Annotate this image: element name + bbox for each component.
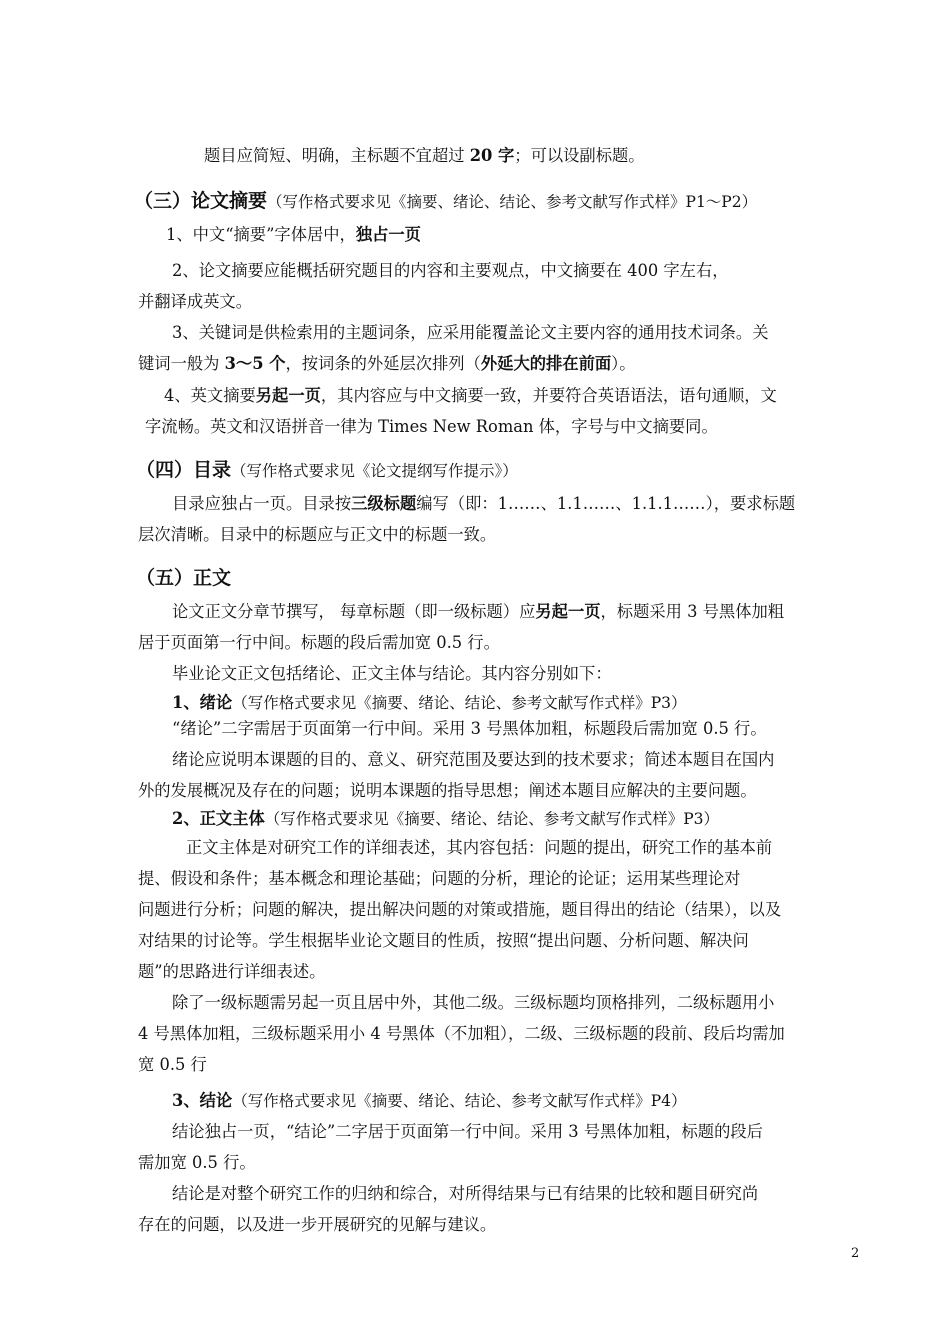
body-paragraph-2: 毕业论文正文包括绪论、正文主体与结论。其内容分别如下： xyxy=(172,664,612,683)
subsection-1-heading: 1、绪论（写作格式要求见《摘要、绪论、结论、参考文献写作式样》P3） xyxy=(172,693,687,712)
abstract-item-2-line2: 并翻译成英文。 xyxy=(138,292,252,311)
intro-paragraph-2-line1: 绪论应说明本课题的目的、意义、研究范围及要达到的技术要求；简述本题目在国内 xyxy=(172,750,775,769)
section-4-heading: （四）目录（写作格式要求见《论文提纲写作提示》） xyxy=(136,459,518,481)
format-note: （写作格式要求见《摘要、绪论、结论、参考文献写作式样》P1～P2） xyxy=(267,193,758,211)
heading-rules-line3: 宽 0.5 行 xyxy=(138,1055,207,1074)
main-body-line5: 题”的思路进行详细表述。 xyxy=(138,962,326,981)
format-note: （写作格式要求见《摘要、绪论、结论、参考文献写作式样》P3） xyxy=(232,694,687,712)
format-note: （写作格式要求见《摘要、绪论、结论、参考文献写作式样》P4） xyxy=(232,1092,687,1110)
heading-rules-line1: 除了一级标题需另起一页且居中外，其他二级。三级标题均顶格排列，二级标题用小 xyxy=(172,993,775,1012)
heading-rules-line2: 4 号黑体加粗，三级标题采用小 4 号黑体（不加粗），二级、三级标题的段前、段后均需加 xyxy=(138,1024,785,1043)
section-3-heading: （三）论文摘要（写作格式要求见《摘要、绪论、结论、参考文献写作式样》P1～P2） xyxy=(134,190,758,212)
body-paragraph-1-line2: 居于页面第一行中间。标题的段后需加宽 0.5 行。 xyxy=(138,633,500,652)
page-number: 2 xyxy=(851,1246,860,1261)
toc-paragraph-line2: 层次清晰。目录中的标题应与正文中的标题一致。 xyxy=(138,525,497,544)
main-body-line3: 问题进行分析；问题的解决，提出解决问题的对策或措施，题目得出的结论（结果），以及 xyxy=(138,900,782,919)
intro-paragraph-1: “绪论”二字需居于页面第一行中间。采用 3 号黑体加粗，标题段后需加宽 0.5 行。 xyxy=(172,719,767,738)
subsection-3-heading: 3、结论（写作格式要求见《摘要、绪论、结论、参考文献写作式样》P4） xyxy=(172,1091,687,1110)
abstract-item-4-line2: 字流畅。英文和汉语拼音一律为 Times New Roman 体，字号与中文摘要同。 xyxy=(145,417,718,436)
main-body-line2: 提、假设和条件；基本概念和理论基础；问题的分析，理论的论证；运用某些理论对 xyxy=(138,869,741,888)
conclusion-paragraph-1-line1: 结论独占一页，“结论”二字居于页面第一行中间。采用 3 号黑体加粗，标题的段后 xyxy=(172,1122,763,1141)
abstract-item-3-line2: 键词一般为 3～5 个，按词条的外延层次排列（外延大的排在前面）。 xyxy=(138,354,636,373)
format-note: （写作格式要求见《摘要、绪论、结论、参考文献写作式样》P3） xyxy=(264,810,720,828)
main-body-line1: 正文主体是对研究工作的详细表述，其内容包括：问题的提出，研究工作的基本前 xyxy=(186,838,773,857)
abstract-item-1: 1、中文“摘要”字体居中，独占一页 xyxy=(166,225,421,244)
abstract-item-2-line1: 2、论文摘要应能概括研究题目的内容和主要观点，中文摘要在 400 字左右， xyxy=(172,261,729,280)
abstract-item-3-line1: 3、关键词是供检索用的主题词条，应采用能覆盖论文主要内容的通用技术词条。关 xyxy=(172,323,769,342)
main-body-line4: 对结果的讨论等。学生根据毕业论文题目的性质，按照“提出问题、分析问题、解决问 xyxy=(138,931,749,950)
conclusion-paragraph-2-line2: 存在的问题，以及进一步开展研究的见解与建议。 xyxy=(138,1215,497,1234)
title-rule-line: 题目应简短、明确，主标题不宜超过 20 字；可以设副标题。 xyxy=(204,146,645,165)
conclusion-paragraph-1-line2: 需加宽 0.5 行。 xyxy=(138,1153,256,1172)
bold-emphasis: 20 字 xyxy=(469,146,515,165)
abstract-item-4-line1: 4、英文摘要另起一页，其内容应与中文摘要一致，并要符合英语语法，语句通顺，文 xyxy=(164,386,777,405)
conclusion-paragraph-2-line1: 结论是对整个研究工作的归纳和综合，对所得结果与已有结果的比较和题目研究尚 xyxy=(172,1184,759,1203)
subsection-2-heading: 2、正文主体（写作格式要求见《摘要、绪论、结论、参考文献写作式样》P3） xyxy=(172,809,720,828)
intro-paragraph-2-line2: 外的发展概况及存在的问题；说明本课题的指导思想；阐述本题目应解决的主要问题。 xyxy=(138,781,757,800)
toc-paragraph-line1: 目录应独占一页。目录按三级标题编写（即：1……、1.1……、1.1.1……），要求标题 xyxy=(172,494,796,513)
format-note: （写作格式要求见《论文提纲写作提示》） xyxy=(231,462,518,480)
section-5-heading: （五）正文 xyxy=(136,567,232,589)
body-paragraph-1-line1: 论文正文分章节撰写， 每章标题（即一级标题）应另起一页，标题采用 3 号黑体加粗 xyxy=(172,602,785,621)
